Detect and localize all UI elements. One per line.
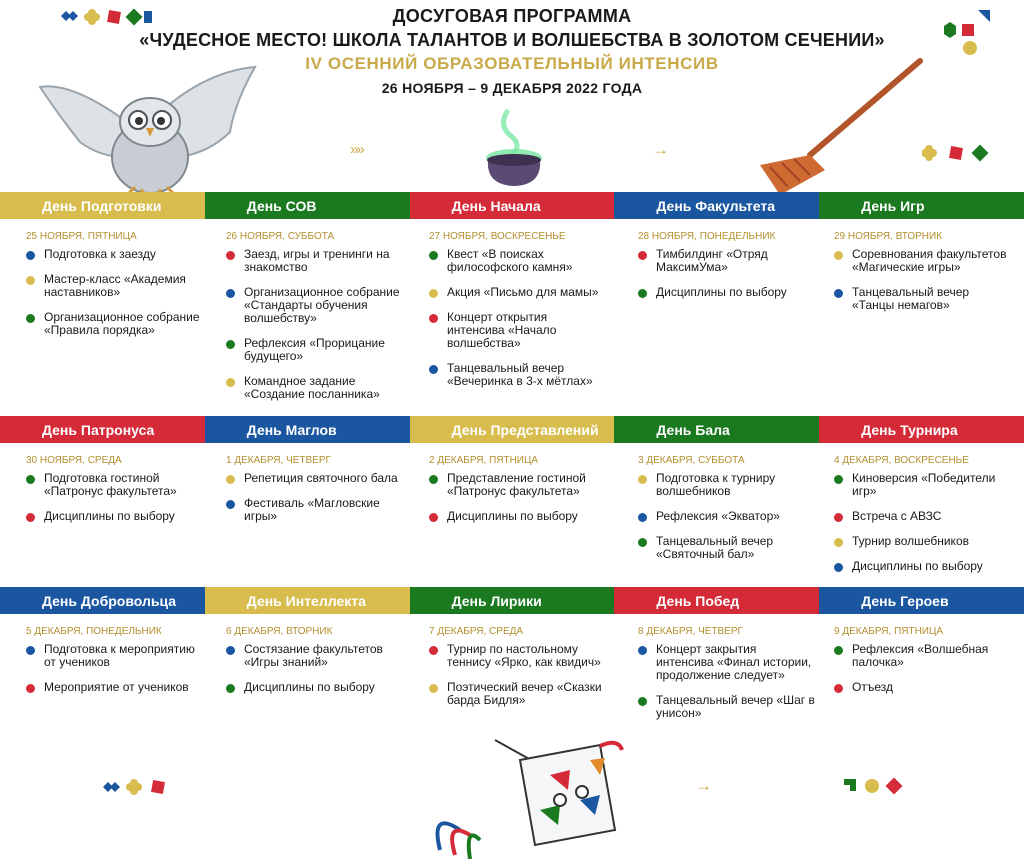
day-column: [226, 231, 404, 413]
event-item: Заезд, игры и тренинги на знакомство: [226, 248, 404, 274]
bullet-icon: [429, 251, 438, 260]
event-item: Квест «В поисках философского камня»: [429, 248, 607, 274]
day-date: 30 НОЯБРЯ, СРЕДА: [26, 455, 122, 466]
bullet-icon: [226, 475, 235, 484]
event-item: Турнир по настольному теннису «Ярко, как квидич»: [429, 643, 607, 669]
day-title: День Побед: [614, 587, 819, 614]
program-title: ДОСУГОВАЯ ПРОГРАММА: [392, 6, 632, 26]
decor-shapes-bottom-right: [842, 777, 906, 795]
event-item: Танцевальный вечер «Вечеринка в 3-х мётлах»: [429, 362, 607, 388]
day-column: [834, 455, 1012, 585]
bullet-icon: [638, 646, 647, 655]
day-column: [226, 455, 404, 535]
event-item: Рефлексия «Прорицание будущего»: [226, 337, 404, 363]
bullet-icon: [834, 563, 843, 572]
event-item: Дисциплины по выбору: [834, 560, 1012, 573]
bullet-icon: [429, 475, 438, 484]
event-item: Рефлексия «Экватор»: [638, 510, 816, 523]
day-title: День Бала: [614, 416, 819, 443]
day-header-band-3: [0, 587, 1024, 614]
event-item: Дисциплины по выбору: [429, 510, 607, 523]
event-item: Репетиция святочного бала: [226, 472, 404, 485]
event-item: Подготовка гостиной «Патронус факультета»: [26, 472, 204, 498]
day-column: [429, 231, 607, 400]
day-column: [834, 626, 1012, 706]
day-date: 3 ДЕКАБРЯ, СУББОТА: [638, 455, 745, 466]
bullet-icon: [26, 276, 35, 285]
bullet-icon: [26, 251, 35, 260]
event-item: Подготовка к заезду: [26, 248, 204, 261]
bullet-icon: [26, 646, 35, 655]
day-date: 29 НОЯБРЯ, ВТОРНИК: [834, 231, 943, 242]
bullet-icon: [429, 684, 438, 693]
date-range: 26 НОЯБРЯ – 9 ДЕКАБРЯ 2022 ГОДА: [381, 80, 643, 96]
bullet-icon: [26, 513, 35, 522]
event-item: Подготовка к турниру волшебников: [638, 472, 816, 498]
event-item: Состязание факультетов «Игры знаний»: [226, 643, 404, 669]
bullet-icon: [429, 365, 438, 374]
event-item: Акция «Письмо для мамы»: [429, 286, 607, 299]
event-item: Организационное собрание «Стандарты обучения волшебству»: [226, 286, 404, 325]
day-date: 9 ДЕКАБРЯ, ПЯТНИЦА: [834, 626, 944, 637]
decor-shapes-mid-right: [922, 144, 992, 162]
event-item: Организационное собрание «Правила порядка»: [26, 311, 204, 337]
bullet-icon: [834, 475, 843, 484]
bullet-icon: [834, 513, 843, 522]
bullet-icon: [638, 475, 647, 484]
day-date: 4 ДЕКАБРЯ, ВОСКРЕСЕНЬЕ: [834, 455, 969, 466]
event-item: Фестиваль «Магловские игры»: [226, 497, 404, 523]
event-item: Рефлексия «Волшебная палочка»: [834, 643, 1012, 669]
decor-shapes-top-right: [940, 8, 992, 58]
day-title: День Представлений: [410, 416, 615, 443]
bullet-icon: [638, 538, 647, 547]
intensive-title: IV ОСЕННИЙ ОБРАЗОВАТЕЛЬНЫЙ ИНТЕНСИВ: [305, 54, 719, 73]
decor-shapes-bottom-left: [100, 778, 170, 796]
bullet-icon: [226, 251, 235, 260]
event-item: Мастер-класс «Академия наставников»: [26, 273, 204, 299]
bullet-icon: [834, 646, 843, 655]
day-title: День Факультета: [614, 192, 819, 219]
arrow-decor-bottom: →: [695, 776, 712, 795]
day-title: День Героев: [819, 587, 1024, 614]
bullet-icon: [226, 289, 235, 298]
event-item: Концерт закрытия интенсива «Финал истории, продолжение следует»: [638, 643, 816, 682]
event-item: Подготовка к мероприятию от учеников: [26, 643, 204, 669]
day-date: 7 ДЕКАБРЯ, СРЕДА: [429, 626, 524, 637]
event-item: Тимбилдинг «Отряд МаксимУма»: [638, 248, 816, 274]
day-column: [834, 231, 1012, 324]
event-item: Концерт открытия интенсива «Начало волшебства»: [429, 311, 607, 350]
day-title: День Добровольца: [0, 587, 205, 614]
bullet-icon: [834, 684, 843, 693]
event-item: Киноверсия «Победители игр»: [834, 472, 1012, 498]
day-date: 2 ДЕКАБРЯ, ПЯТНИЦА: [429, 455, 539, 466]
decor-shapes-top-left: [58, 8, 154, 28]
day-column: [429, 455, 607, 535]
program-subtitle: «ЧУДЕСНОЕ МЕСТО! ШКОЛА ТАЛАНТОВ И ВОЛШЕБСТВА В ЗОЛОТОМ СЕЧЕНИИ»: [139, 30, 885, 50]
bullet-icon: [226, 340, 235, 349]
day-column: [638, 231, 816, 311]
kite-mascot-illustration: [400, 720, 630, 859]
day-column: [26, 231, 204, 349]
day-column: [638, 455, 816, 573]
event-item: Дисциплины по выбору: [638, 286, 816, 299]
day-title: День Интеллекта: [205, 587, 410, 614]
day-title: День Подготовки: [0, 192, 205, 219]
event-item: Командное задание «Создание посланника»: [226, 375, 404, 401]
bullet-icon: [638, 697, 647, 706]
day-title: День Начала: [410, 192, 615, 219]
day-date: 26 НОЯБРЯ, СУББОТА: [226, 231, 335, 242]
event-item: Представление гостиной «Патронус факультета»: [429, 472, 607, 498]
bullet-icon: [429, 314, 438, 323]
day-title: День Патронуса: [0, 416, 205, 443]
bullet-icon: [834, 289, 843, 298]
event-item: Отъезд: [834, 681, 1012, 694]
day-date: 5 ДЕКАБРЯ, ПОНЕДЕЛЬНИК: [26, 626, 162, 637]
arrow-decor-top: →: [652, 140, 669, 159]
day-column: [26, 626, 204, 706]
event-item: Дисциплины по выбору: [226, 681, 404, 694]
day-title: День Турнира: [819, 416, 1024, 443]
owl-illustration: [30, 62, 260, 192]
day-date: 25 НОЯБРЯ, ПЯТНИЦА: [26, 231, 137, 242]
bullet-icon: [638, 251, 647, 260]
day-title: День Маглов: [205, 416, 410, 443]
bullet-icon: [638, 289, 647, 298]
day-column: [429, 626, 607, 719]
event-item: Турнир волшебников: [834, 535, 1012, 548]
event-item: Поэтический вечер «Сказки барда Бидля»: [429, 681, 607, 707]
day-title: День Игр: [819, 192, 1024, 219]
bullet-icon: [26, 314, 35, 323]
bullet-icon: [834, 538, 843, 547]
day-date: 27 НОЯБРЯ, ВОСКРЕСЕНЬЕ: [429, 231, 566, 242]
event-item: Соревнования факультетов «Магические игры»: [834, 248, 1012, 274]
day-column: [226, 626, 404, 706]
day-date: 8 ДЕКАБРЯ, ЧЕТВЕРГ: [638, 626, 743, 637]
bullet-icon: [226, 378, 235, 387]
day-date: 6 ДЕКАБРЯ, ВТОРНИК: [226, 626, 333, 637]
day-header-band-2: [0, 416, 1024, 443]
event-item: Дисциплины по выбору: [26, 510, 204, 523]
bullet-icon: [834, 251, 843, 260]
event-item: Танцевальный вечер «Танцы немагов»: [834, 286, 1012, 312]
bullet-icon: [226, 500, 235, 509]
day-date: 28 НОЯБРЯ, ПОНЕДЕЛЬНИК: [638, 231, 776, 242]
day-title: День Лирики: [410, 587, 615, 614]
day-column: [26, 455, 204, 535]
event-item: Танцевальный вечер «Святочный бал»: [638, 535, 816, 561]
bullet-icon: [26, 684, 35, 693]
cauldron-illustration: [478, 100, 550, 190]
bullet-icon: [226, 684, 235, 693]
bullet-icon: [429, 513, 438, 522]
day-header-band-1: [0, 192, 1024, 219]
chevrons-decor: »»: [350, 141, 363, 158]
bullet-icon: [638, 513, 647, 522]
day-title: День СОВ: [205, 192, 410, 219]
day-column: [638, 626, 816, 732]
event-item: Встреча с АВЗС: [834, 510, 1012, 523]
bullet-icon: [429, 646, 438, 655]
broom-illustration: [750, 55, 930, 195]
event-item: Мероприятие от учеников: [26, 681, 204, 694]
bullet-icon: [226, 646, 235, 655]
bullet-icon: [429, 289, 438, 298]
day-date: 1 ДЕКАБРЯ, ЧЕТВЕРГ: [226, 455, 331, 466]
bullet-icon: [26, 475, 35, 484]
event-item: Танцевальный вечер «Шаг в унисон»: [638, 694, 816, 720]
